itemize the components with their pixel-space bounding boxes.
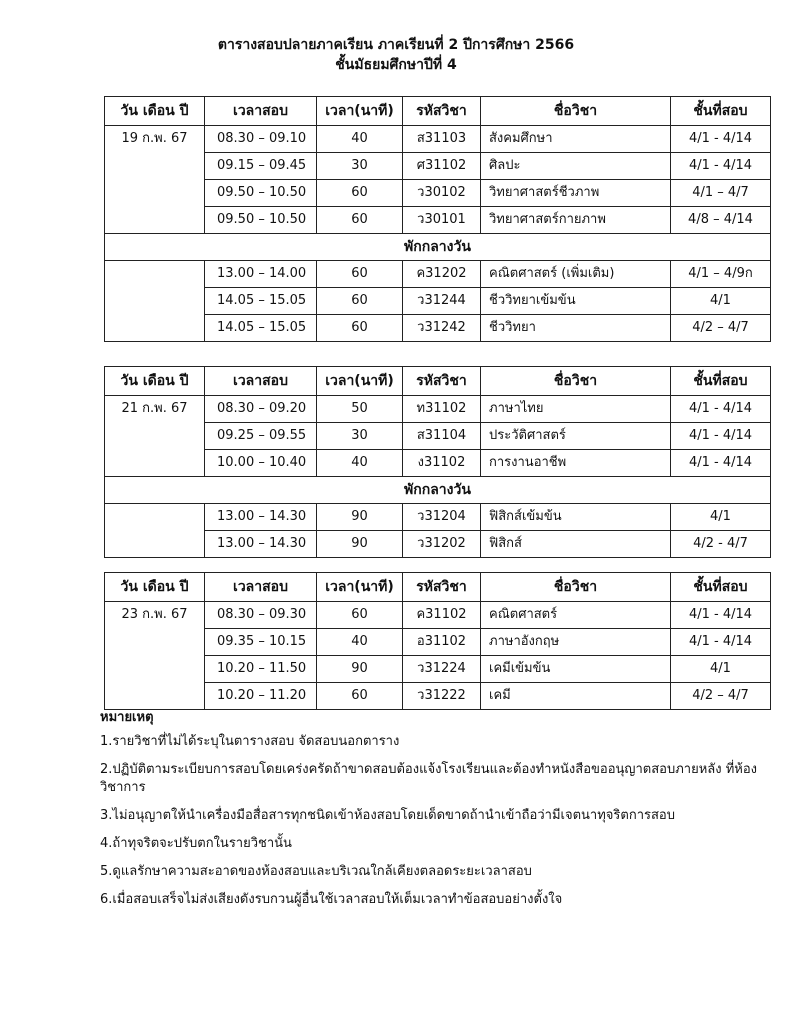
- exam-duration: 40: [317, 126, 403, 153]
- exam-duration: 30: [317, 153, 403, 180]
- subject-name: ภาษาไทย: [481, 396, 671, 423]
- table-row: [105, 504, 771, 531]
- exam-date: 19 ก.พ. 67: [105, 126, 205, 234]
- column-header: วัน เดือน ปี: [105, 573, 205, 602]
- exam-classes: 4/1: [671, 504, 771, 531]
- exam-duration: 60: [317, 602, 403, 629]
- exam-classes: 4/1 - 4/14: [671, 126, 771, 153]
- subject-name: ฟิสิกส์เข้มข้น: [481, 504, 671, 531]
- notes-title: หมายเหตุ: [100, 710, 154, 725]
- subject-code: ค31102: [403, 602, 481, 629]
- exam-classes: 4/1 - 4/14: [671, 153, 771, 180]
- page-subtitle: ชั้นมัธยมศึกษาปีที่ 4: [335, 57, 457, 73]
- subject-name: การงานอาชีพ: [481, 450, 671, 477]
- column-header: เวลาสอบ: [205, 367, 317, 396]
- subject-name: ชีววิทยา: [481, 315, 671, 342]
- subject-name: ชีววิทยาเข้มข้น: [481, 288, 671, 315]
- page-title: ตารางสอบปลายภาคเรียน ภาคเรียนที่ 2 ปีการศึกษา 2566: [217, 37, 575, 53]
- schedule-table: [104, 366, 771, 558]
- exam-classes: 4/1 – 4/9ก: [671, 261, 771, 288]
- exam-duration: 60: [317, 315, 403, 342]
- table-header-row: [105, 367, 771, 396]
- subject-code: ส31103: [403, 126, 481, 153]
- subject-code: ท31102: [403, 396, 481, 423]
- exam-classes: 4/1: [671, 656, 771, 683]
- table-row: [105, 423, 771, 450]
- column-header: วัน เดือน ปี: [105, 367, 205, 396]
- table-row: [105, 261, 771, 288]
- exam-time: 13.00 – 14.00: [205, 261, 317, 288]
- subject-code: อ31102: [403, 629, 481, 656]
- subject-code: ว31242: [403, 315, 481, 342]
- subject-name: เคมีเข้มข้น: [481, 656, 671, 683]
- column-header: ชื่อวิชา: [481, 573, 671, 602]
- exam-duration: 40: [317, 450, 403, 477]
- exam-time: 08.30 – 09.30: [205, 602, 317, 629]
- table-row: [105, 126, 771, 153]
- subject-name: สังคมศึกษา: [481, 126, 671, 153]
- exam-duration: 90: [317, 656, 403, 683]
- subject-code: ว31222: [403, 683, 481, 710]
- exam-time: 09.50 – 10.50: [205, 180, 317, 207]
- subject-name: ศิลปะ: [481, 153, 671, 180]
- column-header: ชื่อวิชา: [481, 367, 671, 396]
- note-item: 4.ถ้าทุจริตจะปรับตกในรายวิชานั้น: [100, 836, 292, 851]
- table-row: [105, 207, 771, 234]
- column-header: รหัสวิชา: [403, 97, 481, 126]
- table-row: [105, 531, 771, 558]
- exam-duration: 90: [317, 504, 403, 531]
- subject-code: ว30102: [403, 180, 481, 207]
- schedule-table: [104, 96, 771, 342]
- table-header-row: [105, 97, 771, 126]
- exam-classes: 4/1 - 4/14: [671, 629, 771, 656]
- subject-code: ว31224: [403, 656, 481, 683]
- exam-time: 08.30 – 09.10: [205, 126, 317, 153]
- subject-name: วิทยาศาสตร์ชีวภาพ: [481, 180, 671, 207]
- lunch-break-label: พักกลางวัน: [105, 477, 771, 504]
- subject-code: ศ31102: [403, 153, 481, 180]
- note-item: 3.ไม่อนุญาตให้นำเครื่องมือสื่อสารทุกชนิดเข้าห้องสอบโดยเด็ดขาดถ้านำเข้าถือว่ามีเจตนาทุจริตการสอบ: [100, 808, 675, 823]
- exam-classes: 4/1 - 4/14: [671, 396, 771, 423]
- column-header: รหัสวิชา: [403, 573, 481, 602]
- subject-name: คณิตศาสตร์: [481, 602, 671, 629]
- table-row: [105, 656, 771, 683]
- exam-date: 21 ก.พ. 67: [105, 396, 205, 477]
- lunch-break-label: พักกลางวัน: [105, 234, 771, 261]
- exam-duration: 60: [317, 207, 403, 234]
- exam-duration: 40: [317, 629, 403, 656]
- subject-name: ประวัติศาสตร์: [481, 423, 671, 450]
- exam-classes: 4/1 - 4/14: [671, 602, 771, 629]
- subject-name: ภาษาอังกฤษ: [481, 629, 671, 656]
- column-header: รหัสวิชา: [403, 367, 481, 396]
- note-item: 2.ปฏิบัติตามระเบียบการสอบโดยเคร่งครัดถ้าขาดสอบต้องแจ้งโรงเรียนและต้องทำหนังสือขออนุญาตสอบภายหลัง ที่ห้องวิชาการ: [100, 762, 758, 795]
- exam-time: 14.05 – 15.05: [205, 315, 317, 342]
- note-item: 6.เมื่อสอบเสร็จไม่ส่งเสียงดังรบกวนผู้อื่นใช้เวลาสอบให้เต็มเวลาทำข้อสอบอย่างตั้งใจ: [100, 892, 563, 907]
- exam-duration: 30: [317, 423, 403, 450]
- note-item: 1.รายวิชาที่ไม่ได้ระบุในตารางสอบ จัดสอบนอกตาราง: [100, 734, 400, 749]
- table-header-row: [105, 573, 771, 602]
- subject-code: ว31244: [403, 288, 481, 315]
- exam-time: 09.25 – 09.55: [205, 423, 317, 450]
- exam-time: 09.50 – 10.50: [205, 207, 317, 234]
- note-item: 5.ดูแลรักษาความสะอาดของห้องสอบและบริเวณใกล้เคียงตลอดระยะเวลาสอบ: [100, 864, 532, 879]
- exam-classes: 4/1: [671, 288, 771, 315]
- notes-section: [100, 706, 760, 919]
- exam-date: 23 ก.พ. 67: [105, 602, 205, 710]
- exam-classes: 4/1 - 4/14: [671, 450, 771, 477]
- subject-name: ฟิสิกส์: [481, 531, 671, 558]
- exam-time: 14.05 – 15.05: [205, 288, 317, 315]
- empty-date-cell: [105, 261, 205, 342]
- exam-duration: 60: [317, 180, 403, 207]
- lunch-break-row: [105, 477, 771, 504]
- lunch-break-row: [105, 234, 771, 261]
- exam-classes: 4/8 – 4/14: [671, 207, 771, 234]
- column-header: เวลา(นาที): [317, 367, 403, 396]
- empty-date-cell: [105, 504, 205, 558]
- column-header: ชั้นที่สอบ: [671, 97, 771, 126]
- table-row: [105, 288, 771, 315]
- column-header: ชั้นที่สอบ: [671, 367, 771, 396]
- exam-duration: 60: [317, 261, 403, 288]
- exam-classes: 4/2 – 4/7: [671, 315, 771, 342]
- subject-code: ง31102: [403, 450, 481, 477]
- exam-time: 13.00 – 14.30: [205, 531, 317, 558]
- exam-time: 09.15 – 09.45: [205, 153, 317, 180]
- exam-time: 10.20 – 11.50: [205, 656, 317, 683]
- column-header: ชั้นที่สอบ: [671, 573, 771, 602]
- exam-duration: 90: [317, 531, 403, 558]
- table-row: [105, 315, 771, 342]
- subject-name: วิทยาศาสตร์กายภาพ: [481, 207, 671, 234]
- exam-classes: 4/1 - 4/14: [671, 423, 771, 450]
- table-row: [105, 450, 771, 477]
- exam-time: 13.00 – 14.30: [205, 504, 317, 531]
- column-header: ชื่อวิชา: [481, 97, 671, 126]
- subject-code: ว30101: [403, 207, 481, 234]
- exam-time: 08.30 – 09.20: [205, 396, 317, 423]
- column-header: เวลา(นาที): [317, 97, 403, 126]
- exam-duration: 50: [317, 396, 403, 423]
- table-row: [105, 629, 771, 656]
- subject-code: ว31204: [403, 504, 481, 531]
- table-row: [105, 602, 771, 629]
- notes-list: [100, 733, 760, 909]
- column-header: เวลาสอบ: [205, 573, 317, 602]
- subject-name: คณิตศาสตร์ (เพิ่มเติม): [481, 261, 671, 288]
- subject-code: ค31202: [403, 261, 481, 288]
- schedule-table: [104, 572, 771, 710]
- column-header: วัน เดือน ปี: [105, 97, 205, 126]
- table-row: [105, 396, 771, 423]
- exam-classes: 4/2 – 4/7: [671, 683, 771, 710]
- exam-classes: 4/2 - 4/7: [671, 531, 771, 558]
- exam-duration: 60: [317, 288, 403, 315]
- subject-name: เคมี: [481, 683, 671, 710]
- exam-time: 09.35 – 10.15: [205, 629, 317, 656]
- exam-classes: 4/1 – 4/7: [671, 180, 771, 207]
- subject-code: ว31202: [403, 531, 481, 558]
- table-row: [105, 180, 771, 207]
- exam-duration: 60: [317, 683, 403, 710]
- column-header: เวลา(นาที): [317, 573, 403, 602]
- exam-time: 10.00 – 10.40: [205, 450, 317, 477]
- exam-time: 10.20 – 11.20: [205, 683, 317, 710]
- subject-code: ส31104: [403, 423, 481, 450]
- table-row: [105, 153, 771, 180]
- column-header: เวลาสอบ: [205, 97, 317, 126]
